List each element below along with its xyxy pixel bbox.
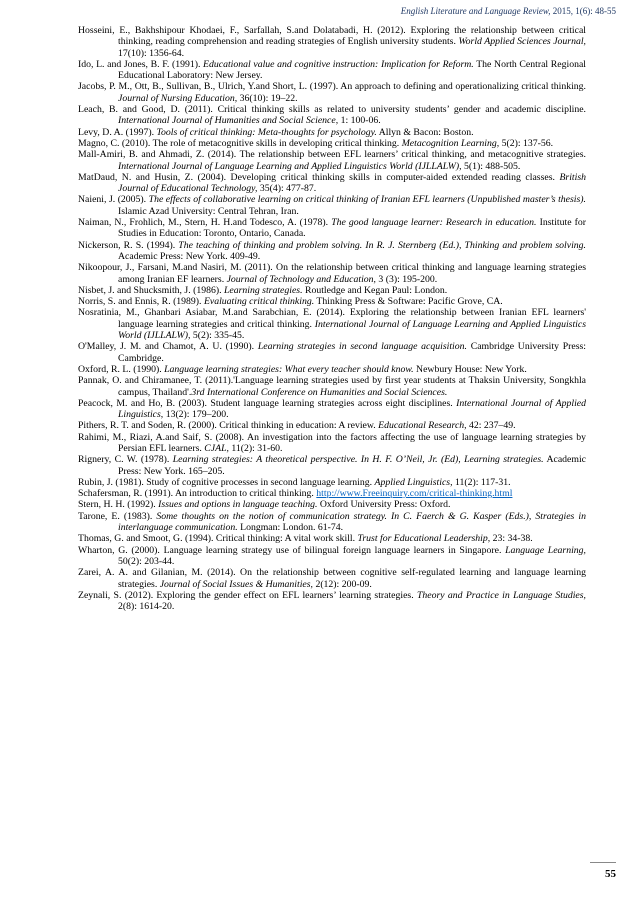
reference-entry — [78, 398, 586, 421]
reference-source: International Journal of Language Learning and Applied Linguistics World (IJLLALW), — [118, 160, 462, 172]
reference-source: Learning strategies: A theoretical perspective. In H. F. O’Neil, Jr. (Ed), Learning strategies. — [172, 454, 544, 466]
reference-entry — [78, 477, 586, 488]
reference-text: 50(2): 203-44. — [118, 555, 175, 567]
reference-text: O'Malley, J. M. and Chamot, A. U. (1990). — [78, 341, 258, 353]
reference-source: Issues and options in language teaching. — [158, 499, 318, 511]
reference-source: Language Learning, — [505, 544, 586, 556]
reference-source: Trust for Educational Leadership, — [357, 533, 491, 545]
reference-list — [78, 25, 586, 612]
reference-text: Zeynali, S. (2012). Exploring the gender effect on EFL learners’ learning strategies. — [78, 589, 417, 601]
reference-text: Wharton, G. (2000). Language learning strategy use of bilingual foreign language learners in Singapore. — [78, 544, 506, 556]
reference-text: Thinking Press & Software: Pacific Grove, CA. — [314, 296, 503, 308]
reference-text: 42: 237–49. — [466, 420, 516, 432]
reference-entry — [78, 590, 586, 613]
reference-entry — [78, 296, 586, 307]
reference-text: Cambridge University Press: Cambridge. — [118, 341, 587, 364]
reference-source: The teaching of thinking and problem solving. In R. J. Sternberg (Ed.), Thinking and problem solving. — [178, 239, 586, 251]
reference-source: The effects of collaborative learning on critical thinking of Iranian EFL learners (Unpublished master’s thesis). — [148, 194, 586, 206]
reference-text: Oxford, R. L. (1990). — [78, 363, 165, 375]
reference-source: Tools of critical thinking: Meta-thoughts for psychology. — [156, 126, 377, 138]
reference-entry — [78, 149, 586, 172]
reference-source: International Journal of Applied Linguistics, — [118, 397, 586, 421]
reference-source: Educational Research, — [378, 420, 467, 432]
reference-entry — [78, 341, 586, 364]
reference-entry — [78, 285, 586, 296]
reference-text: Naieni, J. (2005). — [78, 194, 149, 206]
reference-link[interactable]: http://www.Freeinquiry.com/critical-thinking.html — [316, 488, 513, 500]
reference-text: Naiman, N., Frohlich, M., Stern, H. H.and Todesco, A. (1978). — [78, 217, 332, 229]
reference-text: Peacock, M. and Ho, B. (2003). Student language learning strategies across eight disciplines. — [78, 397, 457, 409]
reference-entry — [78, 533, 586, 544]
reference-text: Jacobs, P. M., Ott, B., Sullivan, B., Ulrich, Y.and Short, L. (1997). An approach to defining and operationalizing critical thinking. — [78, 81, 586, 93]
reference-text: 5(2): 137-56. — [499, 137, 554, 149]
reference-text: Nisbet, J. and Shucksmith, J. (1986). — [78, 284, 224, 296]
reference-source: Learning strategies. — [223, 284, 303, 296]
reference-text: Magno, C. (2010). The role of metacognitive skills in developing critical thinking. — [78, 137, 402, 149]
reference-text: Tarone, E. (1983). — [78, 510, 157, 522]
reference-text: Levy, D. A. (1997). — [78, 126, 157, 138]
reference-text: Rignery, C. W. (1978). — [78, 454, 173, 466]
reference-source: Journal of Technology and Education, — [226, 273, 376, 285]
reference-text: Pithers, R. T. and Soden, R. (2000). Critical thinking in education: A review. — [78, 420, 379, 432]
reference-entry — [78, 81, 586, 104]
reference-entry — [78, 511, 586, 534]
reference-text: Newbury House: New York. — [413, 363, 527, 375]
reference-source: Metacognition Learning, — [401, 137, 500, 149]
reference-entry — [78, 194, 586, 217]
reference-text: Pannak, O. and Chiramanee, T. (2011).'Language learning strategies used by first year students at Thaksin University, Songkhla campus, Thailand'. — [78, 375, 586, 398]
reference-text: Islamic Azad University: Central Tehran, Iran. — [118, 205, 299, 217]
journal-name: English Literature and Language Review, — [400, 6, 551, 16]
reference-text: 13(2): 179–200. — [163, 409, 229, 421]
reference-text: 36(10): 19–22. — [237, 92, 298, 104]
reference-source: International Journal of Humanities and Social Science, — [118, 115, 339, 127]
journal-issue: 2015, 1(6): 48-55 — [550, 6, 616, 16]
reference-text: Institute for Studies in Education: Toronto, Ontario, Canada. — [118, 217, 586, 240]
reference-entry — [78, 375, 586, 398]
reference-source: Educational value and cognitive instruction: Implication for Reform. — [203, 58, 474, 70]
page-number: 55 — [605, 868, 616, 880]
reference-text: Leach, B. and Good, D. (2011). Critical thinking skills as related to university students’ gender and academic discipline. — [78, 104, 586, 116]
reference-text: Schafersman, R. (1991). An introduction to critical thinking. — [78, 488, 317, 500]
reference-entry — [78, 488, 586, 499]
reference-source: Some thoughts on the notion of communication strategy. In C. Faerch & G. Kasper (Eds.), Strategies in interlanguage communication. — [118, 510, 586, 534]
reference-text: MatDaud, N. and Husin, Z. (2004). Developing critical thinking skills in computer-aided extended reading classes. — [78, 171, 560, 183]
reference-source: Language learning strategies: What every teacher should know. — [164, 363, 414, 375]
reference-source: Journal of Nursing Education, — [118, 92, 238, 104]
reference-text: The North Central Regional Educational Laboratory: New Jersey. — [118, 58, 586, 82]
reference-text: Nickerson, R. S. (1994). — [78, 239, 179, 251]
reference-entry — [78, 25, 586, 59]
reference-source: World Applied Sciences Journal, — [458, 36, 586, 48]
reference-source: 3rd International Conference on Humanities and Social Sciences. — [191, 386, 448, 398]
reference-entry — [78, 172, 586, 195]
reference-text: Thomas, G. and Smoot, G. (1994). Critical thinking: A vital work skill. — [78, 533, 358, 545]
reference-text: Allyn & Bacon: Boston. — [376, 126, 474, 138]
reference-text: 2(12): 200-09. — [313, 578, 372, 590]
reference-entry — [78, 104, 586, 127]
reference-text: Oxford University Press: Oxford. — [317, 499, 451, 511]
reference-text: Academic Press: New York. 165–205. — [118, 454, 586, 477]
reference-entry — [78, 567, 586, 590]
reference-source: Evaluating critical thinking. — [203, 296, 315, 308]
running-header — [401, 5, 616, 17]
reference-text: Norris, S. and Ennis, R. (1989). — [78, 296, 204, 308]
reference-source: Applied Linguistics, — [374, 476, 453, 488]
reference-text: 11(2): 117-31. — [452, 476, 511, 488]
reference-entry — [78, 364, 586, 375]
reference-entry — [78, 262, 586, 285]
reference-entry — [78, 127, 586, 138]
reference-text: Nikoopour, J., Farsani, M.and Nasiri, M. (2011). On the relationship between critical thinking and language learning strategies among Iranian EF learners. — [78, 262, 586, 285]
reference-text: Hosseini, E., Bakhshipour Khodaei, F., Sarfallah, S.and Dolatabadi, H. (2012). Exploring the relationship between critical thinking, reading comprehension and reading strategies of English university students. — [78, 25, 586, 48]
footer-rule — [590, 862, 616, 863]
reference-source: Learning strategies in second language acquisition. — [257, 341, 467, 353]
reference-source: The good language learner: Research in education. — [331, 217, 537, 229]
reference-text: Nosratinia, M., Ghanbari Asiabar, M.and Sarabchian, E. (2014). Exploring the relationship between Iranian EFL learners' language learning strategies and critical thinking. — [78, 307, 586, 330]
reference-text: 11(2): 31-60. — [228, 442, 283, 454]
reference-entry — [78, 138, 586, 149]
reference-text: Routledge and Kegan Paul: London. — [302, 284, 448, 296]
reference-text: Stern, H. H. (1992). — [78, 499, 159, 511]
reference-source: Theory and Practice in Language Studies, — [416, 589, 586, 601]
reference-text: Mall-Amiri, B. and Ahmadi, Z. (2014). The relationship between EFL learners’ critical thinking, and metacognitive strategies. — [78, 149, 586, 161]
reference-text: Longman: London. 61-74. — [237, 522, 344, 534]
reference-text: 5(2): 335-45. — [190, 330, 245, 342]
reference-entry — [78, 240, 586, 263]
reference-text: 35(4): 477-87. — [257, 183, 317, 195]
reference-text: Rahimi, M., Riazi, A.and Saif, S. (2008). An investigation into the factors affecting the use of language learning strategies by Persian EFL learners. — [78, 431, 586, 454]
reference-text: Rubin, J. (1981). Study of cognitive processes in second language learning. — [78, 476, 375, 488]
reference-text: 23: 34-38. — [490, 533, 533, 545]
reference-entry — [78, 454, 586, 477]
reference-text: 17(10): 1356-64. — [118, 47, 185, 59]
reference-text: Academic Press: New York. 409-49. — [118, 250, 261, 262]
reference-text: 2(8): 1614-20. — [118, 601, 175, 613]
reference-entry — [78, 59, 586, 82]
reference-entry — [78, 499, 586, 510]
reference-entry — [78, 420, 586, 431]
reference-text: Zarei, A. A. and Gilanian, M. (2014). On the relationship between cognitive self-regulated learning and language learning strategies. — [78, 567, 586, 590]
reference-source: CJAL, — [204, 442, 229, 454]
reference-entry — [78, 432, 586, 455]
reference-text: Ido, L. and Jones, B. F. (1991). — [78, 58, 204, 70]
reference-source: British Journal of Educational Technology, — [118, 171, 586, 195]
reference-text: 5(1): 488-505. — [461, 160, 521, 172]
reference-entry — [78, 545, 586, 568]
reference-text: 3 (3): 195-200. — [375, 273, 438, 285]
reference-entry — [78, 307, 586, 341]
reference-source: Journal of Social Issues & Humanities, — [159, 578, 313, 590]
reference-text: 1: 100-06. — [338, 115, 381, 127]
reference-entry — [78, 217, 586, 240]
reference-source: International Journal of Language Learning and Applied Linguistics World (IJLLALW), — [118, 318, 586, 342]
